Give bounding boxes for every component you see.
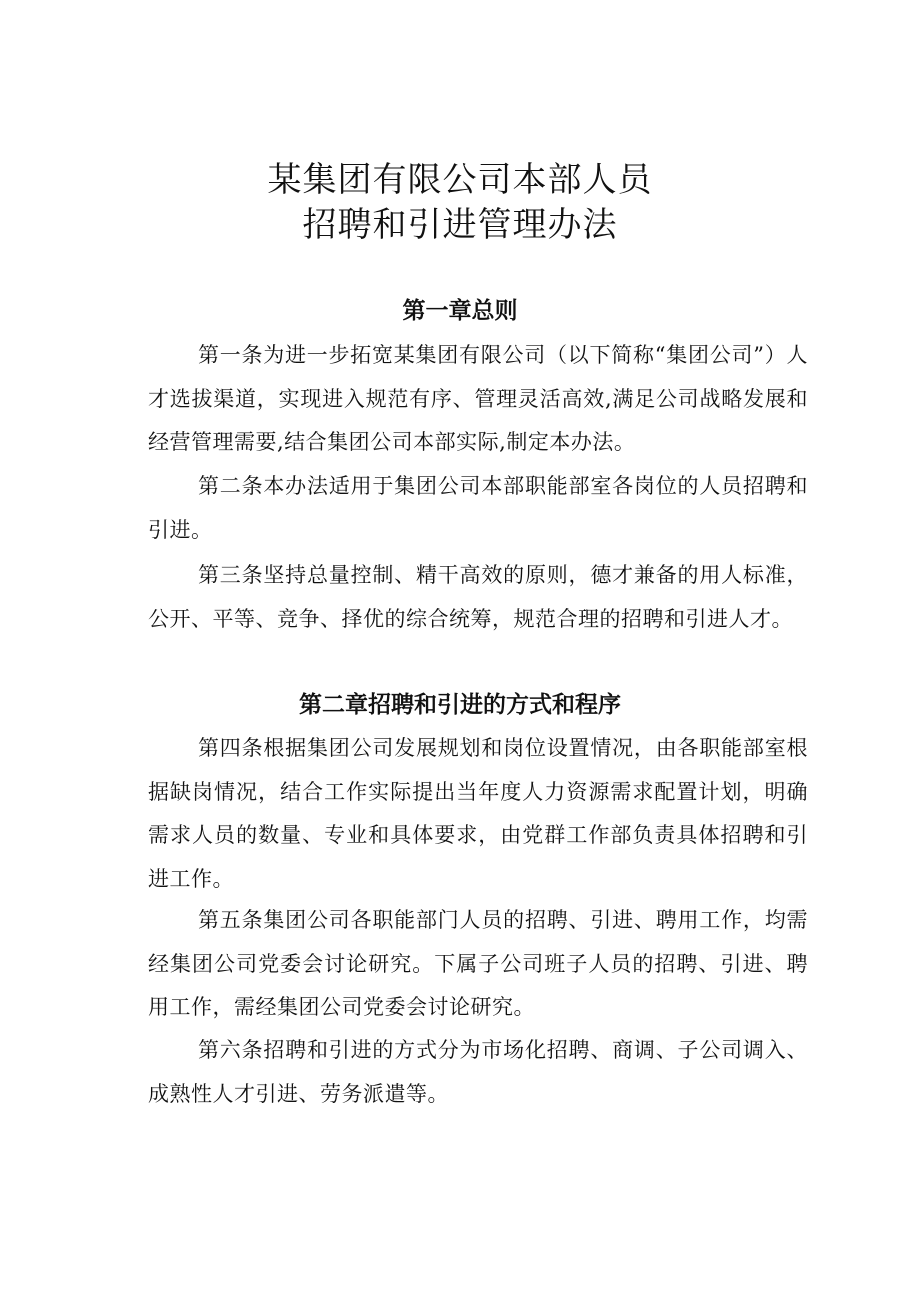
article-1: 第一条为进一步拓宽某集团有限公司（以下简称“集团公司”）人才选拔渠道，实现进入规范有序、管理灵活高效,满足公司战略发展和经营管理需要,结合集团公司本部实际,制定本办法。 <box>148 343 808 454</box>
article-6: 第六条招聘和引进的方式分为市场化招聘、商调、子公司调入、成熟性人才引进、劳务派遣等。 <box>148 1038 808 1106</box>
article-5: 第五条集团公司各职能部门人员的招聘、引进、聘用工作，均需经集团公司党委会讨论研究。下属子公司班子人员的招聘、引进、聘用工作，需经集团公司党委会讨论研究。 <box>148 908 808 1019</box>
article-3: 第三条坚持总量控制、精干高效的原则，德才兼备的用人标准，公开、平等、竞争、择优的综合统筹，规范合理的招聘和引进人才。 <box>148 563 808 631</box>
article-2: 第二条本办法适用于集团公司本部职能部室各岗位的人员招聘和引进。 <box>148 474 808 542</box>
chapter-heading-2: 第二章招聘和引进的方式和程序 <box>299 692 621 718</box>
document-title-line-1: 某集团有限公司本部人员 <box>267 160 653 200</box>
chapter-heading-1: 第一章总则 <box>402 298 518 324</box>
article-4: 第四条根据集团公司发展规划和岗位设置情况，由各职能部室根据缺岗情况，结合工作实际提出当年度人力资源需求配置计划，明确需求人员的数量、专业和具体要求，由党群工作部负责具体招聘和引进工作。 <box>148 736 808 891</box>
document-title-line-2: 招聘和引进管理办法 <box>302 205 618 245</box>
